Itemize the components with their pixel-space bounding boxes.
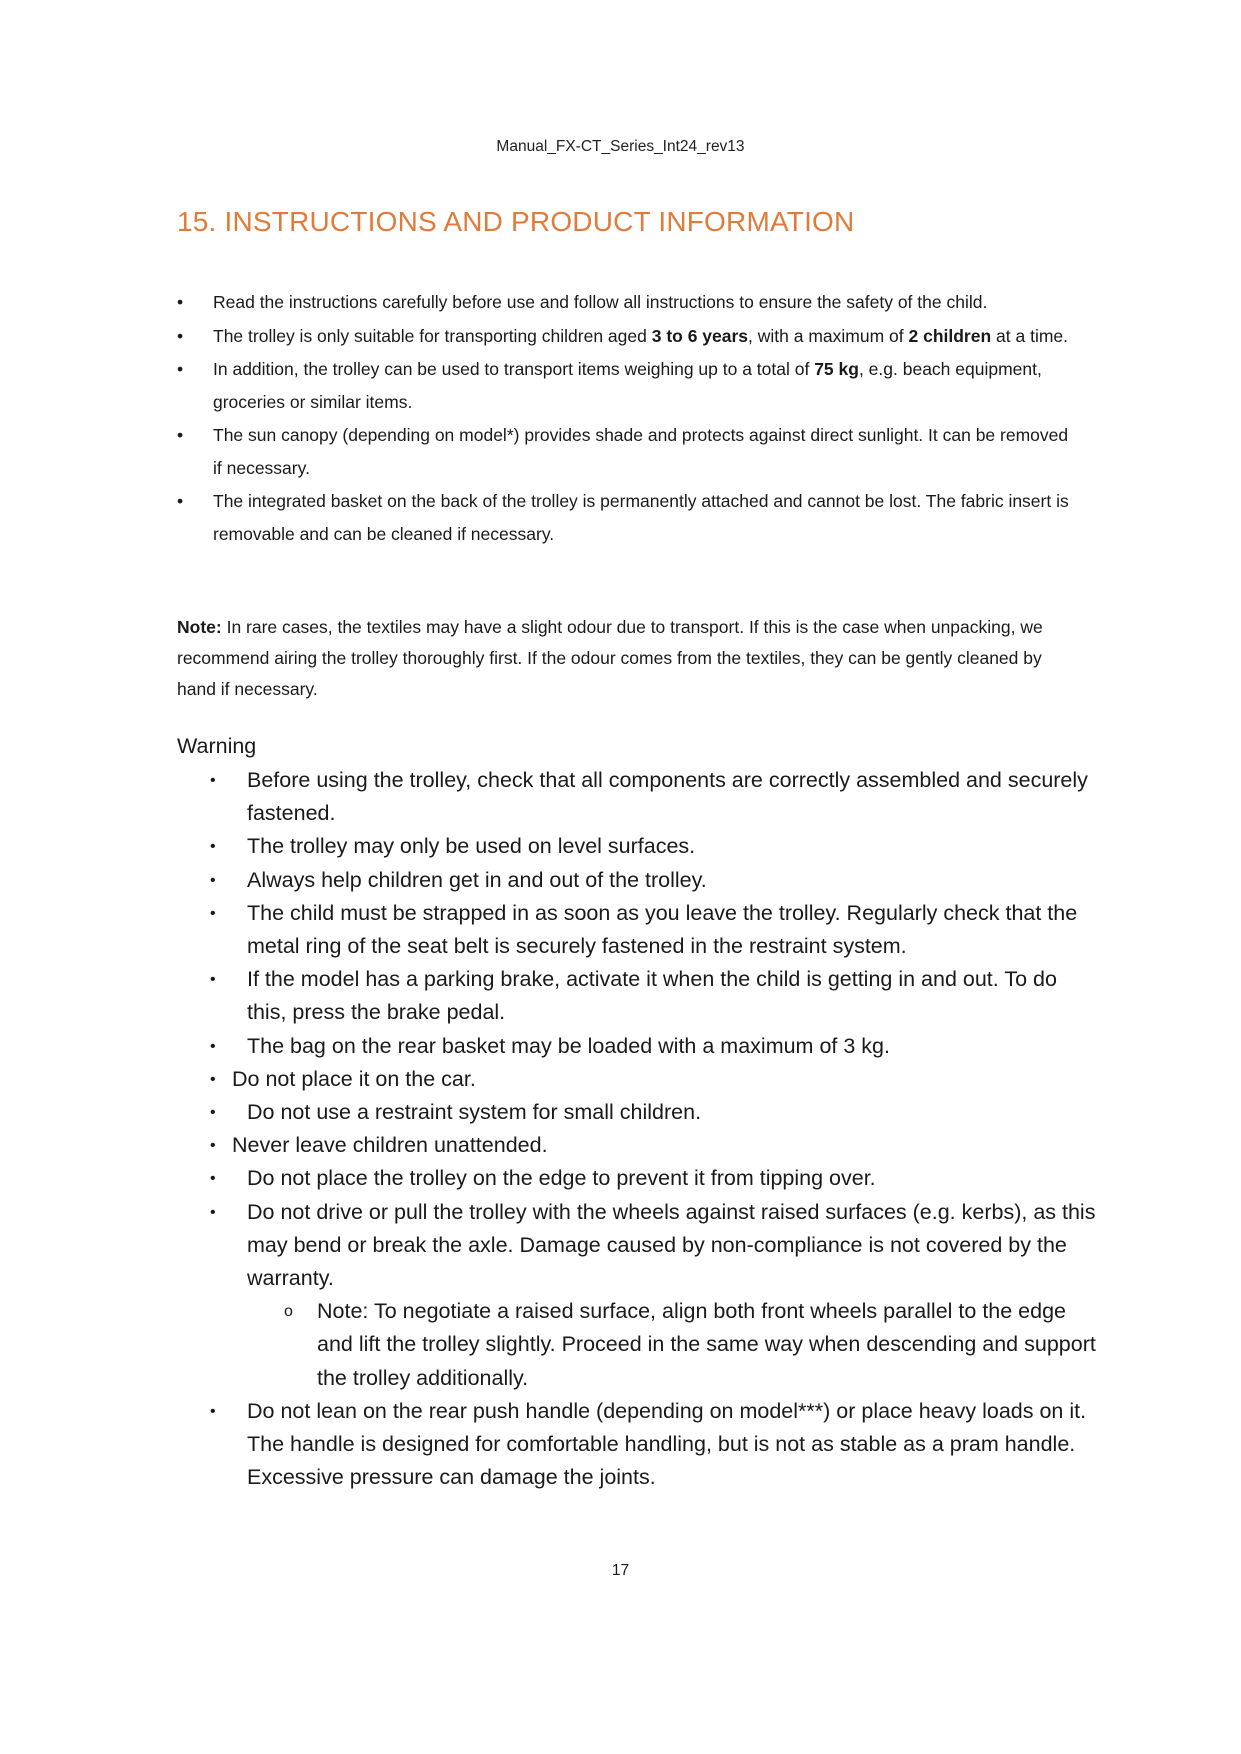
age-range: 3 to 6 years [651, 325, 749, 346]
bullet-icon: • [210, 1104, 216, 1122]
sub-list-item [247, 1295, 1100, 1395]
list-item-text: Read the instructions carefully before use and follow all instructions to ensure the safety of the child. [213, 292, 988, 312]
weight-limit: 75 kg [814, 359, 859, 379]
warning-item-text: Never leave children unattended. [232, 1133, 548, 1158]
bullet-icon: • [210, 971, 216, 989]
warning-item-text: Do not place it on the car. [232, 1066, 476, 1091]
warning-item [210, 830, 1100, 863]
bullet-icon: • [210, 1203, 216, 1221]
warning-item-text: The bag on the rear basket may be loaded with a maximum of 3 kg. [247, 1033, 890, 1058]
bullet-icon: • [177, 325, 184, 346]
warning-item-text: The child must be strapped in as soon as you leave the trolley. Regularly check that the metal ring of the seat belt is securely fastened in the restraint system. [247, 900, 1078, 959]
bullet-icon: • [177, 292, 184, 312]
warning-item-text: Do not drive or pull the trolley with the wheels against raised surfaces (e.g. kerbs), as this may bend or break the axle. Damage caused by non-compliance is not covered by the warranty. [247, 1199, 1096, 1291]
warning-item [210, 764, 1100, 830]
sub-list [247, 1295, 1100, 1395]
list-item-text: The integrated basket on the back of the trolley is permanently attached and cannot be lost. The fabric insert is removable and can be cleaned if necessary. [213, 491, 1069, 544]
list-item-text: In addition, the trolley can be used to transport items weighing up to a total of [213, 359, 815, 379]
warning-item [210, 1096, 1100, 1129]
list-item [177, 419, 1077, 484]
warning-item [210, 1196, 1100, 1395]
bullet-icon: • [177, 491, 184, 511]
list-item [177, 353, 1077, 418]
warning-item [210, 1162, 1100, 1195]
list-item-text: The trolley is only suitable for transporting children aged [213, 325, 652, 346]
bullet-icon: • [210, 1402, 216, 1420]
warning-item-text: The trolley may only be used on level surfaces. [247, 834, 696, 859]
bullet-icon: • [210, 772, 216, 789]
bullet-icon: • [210, 1137, 216, 1155]
section-title: 15. INSTRUCTIONS AND PRODUCT INFORMATION [177, 206, 855, 237]
list-item-text: , with a maximum of [748, 325, 909, 346]
list-item [177, 485, 1077, 550]
info-list [177, 286, 1077, 551]
warning-item-text: Always help children get in and out of the trolley. [247, 867, 707, 892]
bullet-icon: • [210, 838, 216, 856]
warning-item-text: Do not use a restraint system for small children. [247, 1100, 702, 1125]
warning-heading: Warning [177, 734, 257, 758]
note-paragraph [177, 612, 1082, 705]
warning-list [210, 764, 1100, 1494]
note-text: In rare cases, the textiles may have a slight odour due to transport. If this is the case when unpacking, we recommend airing the trolley thoroughly first. If the odour comes from the textiles, they can be gently cleaned by hand if necessary. [177, 617, 1043, 699]
list-item-text: The sun canopy (depending on model*) provides shade and protects against direct sunlight. It can be removed if necessary. [213, 425, 1069, 478]
warning-item [210, 1395, 1100, 1495]
sub-note-text: Note: To negotiate a raised surface, align both front wheels parallel to the edge and lift the trolley slightly. Proceed in the same way when descending and support the trolley additionally. [317, 1299, 1096, 1390]
child-limit: 2 children [908, 325, 992, 346]
document-header: Manual_FX-CT_Series_Int24_rev13 [496, 138, 745, 155]
bullet-icon: • [210, 1170, 216, 1188]
page-number: 17 [611, 1562, 630, 1579]
list-item-text: at a time. [991, 325, 1069, 346]
list-item [177, 320, 1077, 353]
warning-item-text: Do not lean on the rear push handle (depending on model***) or place heavy loads on it. The handle is designed for comfortable handling, but is not as stable as a pram handle. Excessive pressure can damage the joints. [247, 1398, 1087, 1490]
warning-item-text: If the model has a parking brake, activate it when the child is getting in and out. To do this, press the brake pedal. [247, 967, 1057, 1025]
bullet-icon: • [210, 1070, 216, 1088]
list-item-text: , e.g. beach equipment, groceries or similar items. [213, 359, 1042, 412]
circle-bullet-icon: o [284, 1303, 293, 1321]
note-label: Note: [177, 617, 222, 637]
warning-item [210, 1030, 1100, 1063]
warning-item-text: Before using the trolley, check that all components are correctly assembled and securely fastened. [247, 768, 1088, 826]
warning-item [210, 897, 1100, 963]
warning-item [210, 1129, 1100, 1162]
warning-item [210, 963, 1100, 1029]
warning-item [210, 864, 1100, 897]
list-item [177, 286, 1077, 319]
bullet-icon: • [210, 871, 216, 889]
warning-item [210, 1063, 1100, 1096]
warning-item-text: Do not place the trolley on the edge to prevent it from tipping over. [247, 1166, 876, 1191]
bullet-icon: • [177, 425, 184, 445]
bullet-icon: • [210, 904, 216, 922]
bullet-icon: • [210, 1037, 216, 1055]
bullet-icon: • [177, 359, 184, 379]
